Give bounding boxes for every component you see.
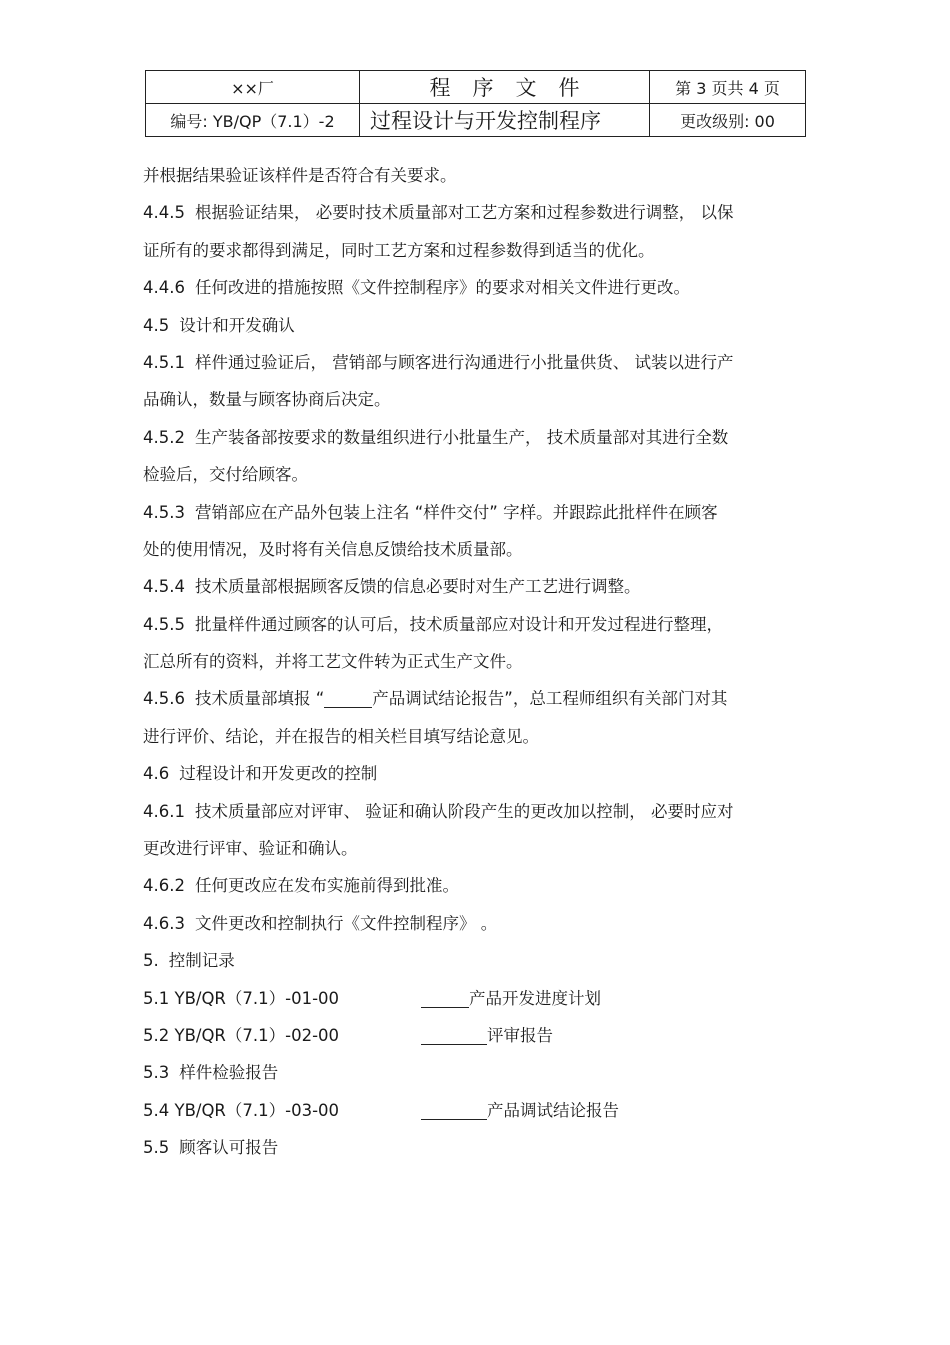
record-name: 产品调试结论报告 (487, 1100, 619, 1120)
paragraph-line: 更改进行评审、验证和确认。 (143, 839, 358, 859)
paragraph-4-5-4 (143, 568, 805, 605)
record-code: 5.1 YB/QR（7.1）-01-00 (143, 988, 340, 1008)
paragraph-4-5-2 (143, 419, 805, 456)
paragraph-line: 检验后，交付给顾客。 (143, 465, 308, 485)
paragraph-line: 进行评价、结论，并在报告的相关栏目填写结论意见。 (143, 726, 539, 746)
paragraph-line: 汇总所有的资料，并将工艺文件转为正式生产文件。 (143, 652, 523, 672)
clause-number: 4.6.3 (143, 913, 185, 933)
section-number: 5. (143, 951, 159, 971)
page-indicator: 第 3 页共 4 页 (650, 71, 806, 104)
fill-in-blank (421, 987, 469, 1008)
clause-number: 4.4.6 (143, 278, 185, 298)
document-body (143, 157, 805, 1167)
record-name: 样件检验报告 (179, 1063, 279, 1083)
paragraph-line: 证所有的要求都得到满足，同时工艺方案和过程参数得到适当的优化。 (143, 240, 655, 260)
record-code: 5.4 YB/QR（7.1）-03-00 (143, 1100, 340, 1120)
record-code: 5.2 YB/QR（7.1）-02-00 (143, 1025, 340, 1045)
clause-number: 4.5.6 (143, 689, 185, 709)
fill-in-blank (421, 1024, 487, 1045)
record-name: 顾客认可报告 (179, 1138, 279, 1158)
paragraph-text: 任何改进的措施按照《文件控制程序》的要求对相关文件进行更改。 (194, 278, 690, 298)
section-title: 控制记录 (168, 951, 235, 971)
section-heading-4-6 (143, 755, 805, 792)
paragraph-4-6-3 (143, 905, 805, 942)
paragraph-text: 根据验证结果， 必要时技术质量部对工艺方案和过程参数进行调整， 以保 (194, 203, 734, 223)
paragraph-4-5-5 (143, 606, 805, 643)
record-item-5-3 (143, 1054, 805, 1091)
clause-number: 4.5.1 (143, 352, 185, 372)
paragraph-text: 文件更改和控制执行《文件控制程序》 。 (194, 913, 498, 933)
fill-in-blank (421, 1099, 487, 1120)
fill-in-blank (324, 687, 372, 708)
paragraph-line: 处的使用情况，及时将有关信息反馈给技术质量部。 (143, 539, 523, 559)
record-item-5-5 (143, 1129, 805, 1166)
paragraph-4-5-1 (143, 344, 805, 381)
record-item-5-4 (143, 1092, 805, 1129)
clause-number: 4.5.3 (143, 502, 185, 522)
paragraph-4-6-1 (143, 793, 805, 830)
record-item-5-1 (143, 980, 805, 1017)
clause-number: 4.6.1 (143, 801, 185, 821)
paragraph-line: 并根据结果验证该样件是否符合有关要求。 (143, 166, 457, 185)
clause-number: 4.5.2 (143, 427, 185, 447)
paragraph-text: 样件通过验证后， 营销部与顾客进行沟通进行小批量供货、 试装以进行产 (194, 352, 734, 372)
paragraph-4-5-3 (143, 494, 805, 531)
section-heading-4-5 (143, 307, 805, 344)
header-row-2 (146, 104, 806, 137)
document-type: 程序文件 (360, 71, 650, 104)
record-name: 产品开发进度计划 (469, 988, 601, 1008)
paragraph-text: 批量样件通过顾客的认可后，技术质量部应对设计和开发过程进行整理， (194, 614, 723, 634)
clause-number: 4.6.2 (143, 876, 185, 896)
paragraph-text: 技术质量部填报 “ (194, 689, 325, 709)
section-title: 过程设计和开发更改的控制 (179, 764, 378, 784)
document-number: 编号: YB/QP（7.1）-2 (146, 104, 360, 137)
record-number: 5.3 (143, 1063, 170, 1083)
clause-number: 4.5.5 (143, 614, 185, 634)
record-number: 5.5 (143, 1138, 170, 1158)
paragraph-4-4-6 (143, 269, 805, 306)
clause-number: 4.4.5 (143, 203, 185, 223)
clause-number: 4.5.4 (143, 577, 185, 597)
paragraph-text: 产品调试结论报告”，总工程师组织有关部门对其 (372, 689, 728, 709)
section-title: 设计和开发确认 (179, 315, 295, 335)
paragraph-4-5-6 (143, 680, 805, 717)
paragraph-4-4-5 (143, 194, 805, 231)
header-row-1 (146, 71, 806, 104)
section-number: 4.6 (143, 764, 170, 784)
paragraph-text: 技术质量部应对评审、 验证和确认阶段产生的更改加以控制， 必要时应对 (194, 801, 734, 821)
paragraph-text: 营销部应在产品外包装上注名 “样件交付” 字样。并跟踪此批样件在顾客 (194, 502, 718, 522)
document-header-table (145, 70, 806, 137)
document-title: 过程设计与开发控制程序 (360, 104, 650, 137)
paragraph-text: 任何更改应在发布实施前得到批准。 (194, 876, 459, 896)
paragraph-4-6-2 (143, 867, 805, 904)
revision-level: 更改级别: 00 (650, 104, 806, 137)
section-heading-5 (143, 942, 805, 979)
factory-name: ××厂 (146, 71, 360, 104)
section-number: 4.5 (143, 315, 170, 335)
paragraph-text: 生产装备部按要求的数量组织进行小批量生产， 技术质量部对其进行全数 (194, 427, 729, 447)
paragraph-text: 技术质量部根据顾客反馈的信息必要时对生产工艺进行调整。 (194, 577, 641, 597)
paragraph-line: 品确认，数量与顾客协商后决定。 (143, 390, 391, 410)
record-item-5-2 (143, 1017, 805, 1054)
record-name: 评审报告 (487, 1025, 553, 1045)
